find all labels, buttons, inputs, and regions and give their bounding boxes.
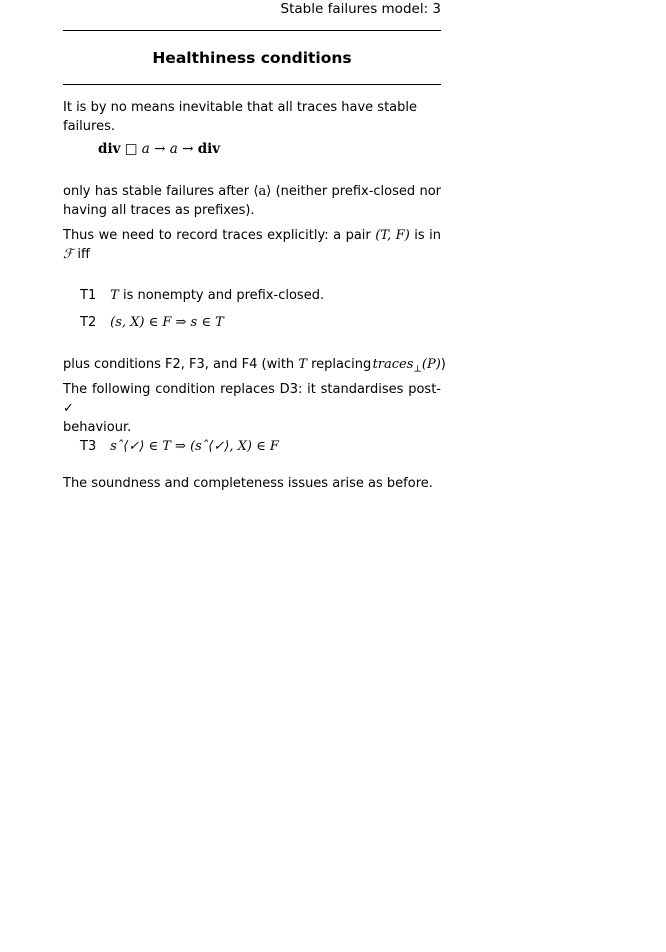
external-choice-symbol: □ [124,141,138,157]
condition-label: T3 [80,439,97,454]
plus-text-b: replacing [311,357,372,372]
event-a: a [169,141,178,157]
bottom-rule [63,84,441,85]
condition-label: T1 [80,288,97,303]
condition-text: is nonempty and prefix-closed. [122,288,325,303]
traces-function: traces [372,357,414,372]
thus-paragraph [63,226,441,264]
condition-t1 [80,286,324,305]
plus-text-a: plus conditions F2, F3, and F4 (with [63,357,295,372]
only-stable-text-a: only has stable failures after [63,184,250,199]
thus-text-a: Thus we need to record traces explicitly: a pair [63,228,371,243]
following-line-2: behaviour. [63,420,132,435]
plus-conditions-line [63,355,446,380]
traces-argument: (P) [421,357,441,372]
div-term: div [98,141,121,157]
only-stable-paragraph [63,182,441,220]
closing-paragraph: The soundness and completeness issues arise as before. [63,476,433,491]
condition-math: T [110,288,119,303]
pair-T-F: (T, F) [375,228,410,243]
script-F: ℱ [63,247,74,262]
prefix-arrow: → [154,141,166,157]
div-term: div [197,141,221,157]
plus-T: T [298,357,307,372]
top-rule [63,30,441,31]
display-expression [98,140,220,159]
iff-text: iff [77,247,90,262]
closing-paren: ) [440,357,446,372]
section-title: Healthiness conditions [152,49,352,67]
only-stable-line-1 [63,182,441,201]
thus-line-2 [63,245,441,264]
following-paragraph [63,380,441,437]
bottom-subscript: ⊥ [413,364,422,375]
running-head: Stable failures model: 3 [280,1,441,17]
condition-label: T2 [80,315,97,330]
event-a: a [141,141,150,157]
condition-math: sˆ⟨✓⟩ ∈ T ⇒ (sˆ⟨✓⟩, X) ∈ F [110,439,279,454]
prefix-arrow: → [182,141,194,157]
only-stable-line-2: having all traces as prefixes). [63,203,255,218]
thus-text-b: is in [414,228,441,243]
only-stable-text-b: (neither prefix-closed nor [275,184,442,199]
condition-t2 [80,313,224,332]
intro-paragraph: It is by no means inevitable that all traces have stable failures. [63,100,418,134]
thus-line-1 [63,226,441,245]
trace-a: ⟨a⟩ [253,184,272,199]
condition-t3 [80,437,279,456]
condition-math: (s, X) ∈ F ⇒ s ∈ T [110,315,224,330]
following-line-1: The following condition replaces D3: it standardises post-✓ [63,382,441,416]
